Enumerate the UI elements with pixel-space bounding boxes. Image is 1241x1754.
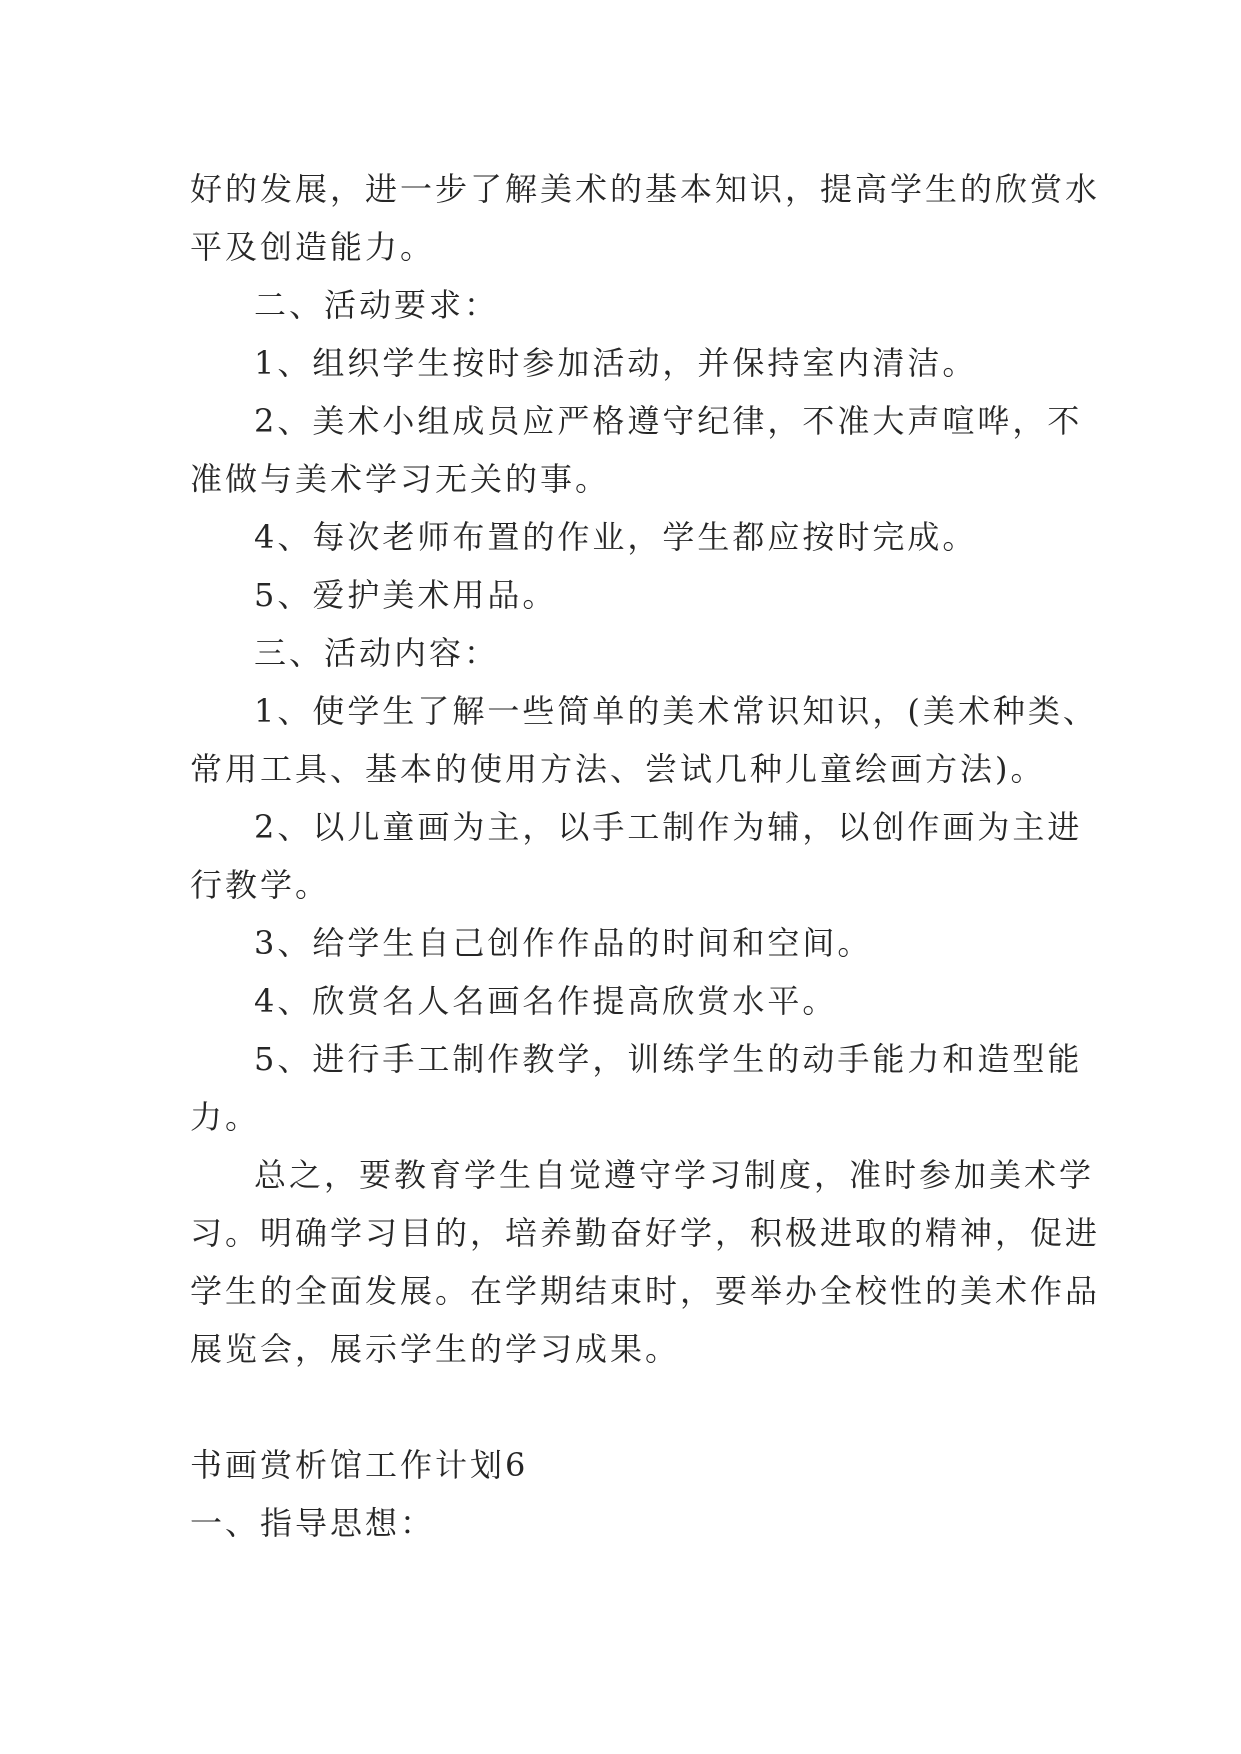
paragraph-line: 3、给学生自己创作作品的时间和空间。 (254, 924, 873, 962)
paragraph-line: 习。明确学习目的，培养勤奋好学，积极进取的精神，促进 (190, 1214, 1101, 1252)
paragraph-line: 力。 (190, 1098, 261, 1136)
paragraph-line: 好的发展，进一步了解美术的基本知识，提高学生的欣赏水 (190, 170, 1101, 208)
paragraph-line: 5、爱护美术用品。 (254, 576, 558, 614)
section-spacer (190, 1378, 1070, 1436)
paragraph-line: 4、每次老师布置的作业，学生都应按时完成。 (254, 518, 978, 556)
paragraph-line: 总之，要教育学生自觉遵守学习制度，准时参加美术学 (254, 1156, 1095, 1194)
paragraph-line: 4、欣赏名人名画名作提高欣赏水平。 (254, 982, 838, 1020)
paragraph-line: 常用工具、基本的使用方法、尝试几种儿童绘画方法)。 (190, 750, 1046, 788)
paragraph-line: 展览会，展示学生的学习成果。 (190, 1330, 681, 1368)
paragraph-line: 准做与美术学习无关的事。 (190, 460, 611, 498)
paragraph-line: 平及创造能力。 (190, 228, 436, 266)
paragraph-line: 二、活动要求： (254, 286, 500, 324)
document-body (190, 160, 1101, 1552)
paragraph-line: 三、活动内容： (254, 634, 500, 672)
paragraph-line: 5、进行手工制作教学，训练学生的动手能力和造型能 (254, 1040, 1083, 1078)
section-heading: 一、指导思想： (190, 1504, 436, 1542)
paragraph-line: 行教学。 (190, 866, 331, 904)
paragraph-line: 学生的全面发展。在学期结束时，要举办全校性的美术作品 (190, 1272, 1101, 1310)
paragraph-line: 2、以儿童画为主，以手工制作为辅，以创作画为主进 (254, 808, 1083, 846)
paragraph-line: 1、组织学生按时参加活动，并保持室内清洁。 (254, 344, 978, 382)
paragraph-line: 1、使学生了解一些简单的美术常识知识，(美术种类、 (254, 692, 1098, 730)
section-title: 书画赏析馆工作计划6 (190, 1446, 529, 1484)
paragraph-line: 2、美术小组成员应严格遵守纪律，不准大声喧哗，不 (254, 402, 1083, 440)
